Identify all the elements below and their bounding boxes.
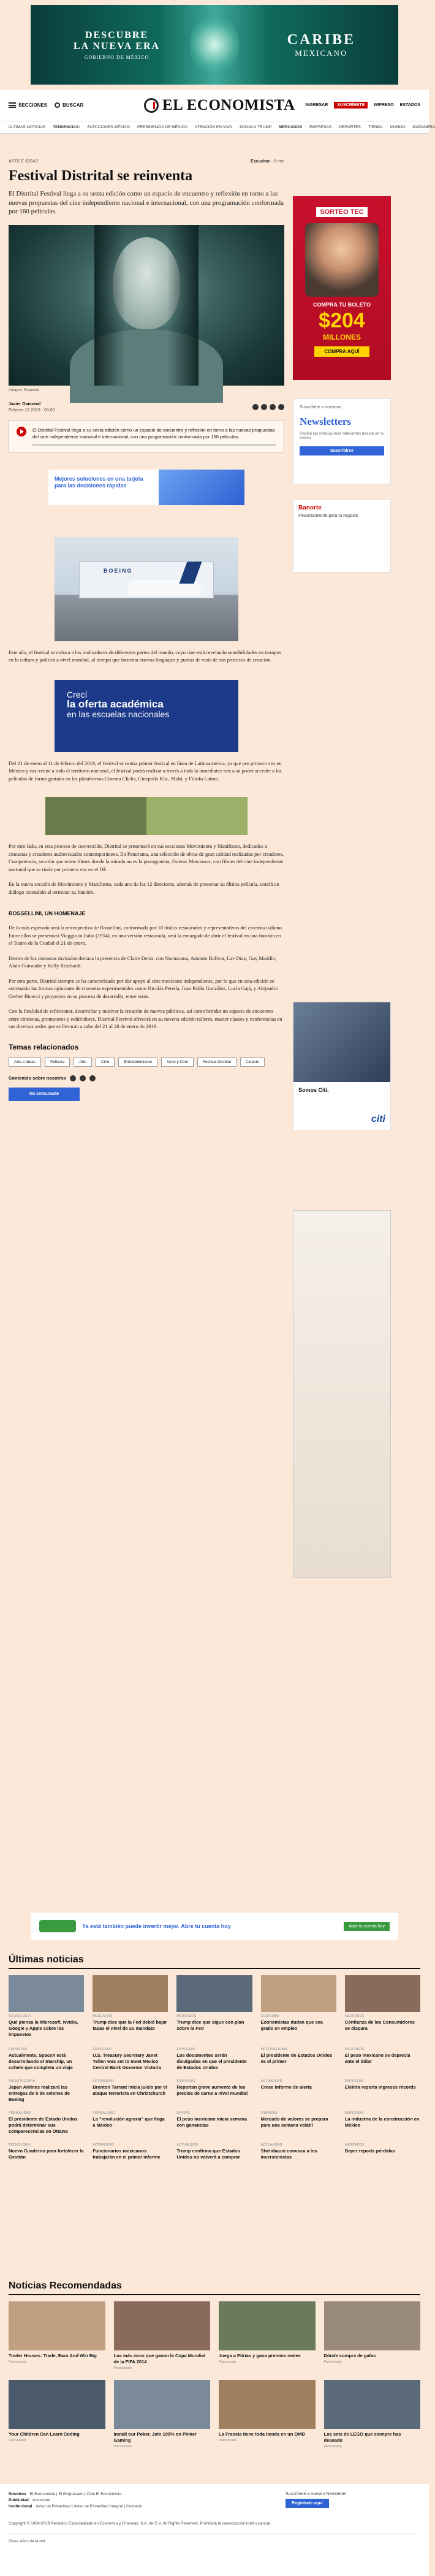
citi-logo: citi (371, 1114, 385, 1124)
education-ad-pre: Crecí (67, 689, 88, 699)
newsletter-box (293, 398, 391, 484)
listen-label: Escuchar (251, 159, 270, 164)
article (9, 159, 284, 1101)
header-left-tools (9, 102, 83, 108)
sidebar-skyscraper-ad[interactable] (293, 1210, 391, 1578)
nav-item[interactable]: MERCADOS (279, 125, 303, 129)
recommended-image (114, 2380, 211, 2429)
topic-tag[interactable]: Arte e Ideas (9, 1057, 41, 1067)
recommended-image (324, 2380, 421, 2429)
search-icon (55, 102, 60, 108)
news-item-headline[interactable]: El presidente de Estados Unidos es el primer (260, 2052, 333, 2064)
invest-ad-cta[interactable]: Abre tu cuenta hoy (344, 1922, 390, 1931)
body-paragraph: Dentro de los cineastas invitados destaca la presencia de Claire Denis, con Nocturama, Antonio Bolivar, Lav Diaz, Guy Maddin, Alain Guiraudie y Kelly Reichardt. (9, 955, 277, 969)
news-item-headline[interactable]: Bayer reporta pérdidas (344, 2148, 395, 2154)
recommended-headline[interactable]: Los más ricos que ganan la Copa Mundial de la FIFA 2014 (113, 2353, 206, 2365)
recommended-card[interactable] (219, 2301, 316, 2370)
news-item-headline[interactable]: Mercado de valores se prepara para una semana volátil (260, 2116, 328, 2128)
invest-banner-ad[interactable] (31, 1913, 398, 1940)
top-banner-ad[interactable] (31, 5, 398, 85)
news-item-headline[interactable]: La industria de la construcción en México (344, 2116, 420, 2128)
twitter-icon[interactable] (261, 404, 267, 410)
news-item[interactable] (9, 2048, 84, 2071)
news-card-category: MERCADOS (93, 2014, 112, 2018)
news-item[interactable] (93, 2111, 168, 2135)
lottery-ad-photo (305, 223, 379, 297)
citi-ad-image (293, 1002, 390, 1082)
news-item[interactable] (261, 2079, 336, 2103)
news-item-headline[interactable]: El peso mexicano se deprecia ante el dólar (344, 2052, 410, 2064)
whatsapp-icon[interactable] (89, 1075, 96, 1081)
news-card-headline[interactable]: Trump dice que la Fed debió bajar tasas el nivel de su mandato (93, 2019, 167, 2031)
other-sites-link[interactable]: Otros sitios de la red (9, 2534, 420, 2544)
recommended-headline[interactable]: Los sets de LEGO que siempre has deseado (323, 2431, 401, 2443)
lottery-millions: MILLONES (323, 333, 361, 341)
news-card-category: MERCADOS (344, 2014, 365, 2018)
related-topics-title: Temas relacionados (9, 1042, 79, 1051)
news-item-category: EMPRESAS (176, 2048, 195, 2051)
news-item-headline[interactable]: Reportan grave aumento de los precios de carne a nivel mundial (176, 2084, 248, 2096)
related-topics-tags (9, 1057, 284, 1067)
topic-nav (0, 121, 435, 134)
news-item[interactable] (261, 2143, 336, 2160)
audio-summary-box (9, 420, 284, 452)
recommended-headline[interactable]: Trader Houses: Trade, Earn And Win Big (9, 2353, 97, 2358)
news-card-headline[interactable]: Confianza de los Consumidores se dispara (344, 2019, 415, 2031)
news-item-headline[interactable]: Los documentos serán divulgados en que el presidente de Estados Unidos (176, 2052, 247, 2070)
mid-ad-panel-left (45, 797, 146, 835)
news-card-headline[interactable]: Trump dice que sigue con plan sobre la Fed (176, 2019, 244, 2031)
site-logo[interactable] (144, 97, 295, 114)
bank-ad-title: Banorte (298, 505, 322, 511)
no-censor-button[interactable]: No censuraste (9, 1088, 80, 1101)
facebook-icon[interactable] (252, 404, 259, 410)
footer-newsletter (286, 2492, 420, 2508)
body-paragraph: Por otro lado, en esta proceso de convención, Distrital se presentará en sus secciones Movimiento y Manifiesto, dedicados a cineastas y creadores audiovisuales contemporáneos. En Panorama, una selección de obras de gran calidad realizadas por creadores, Competencia, sección que reúne filmes donde la mirada no es la protagonista, Esteros Marcianos, con filmes del cine independiente nacional que se rinde por primera vez en el DF. (9, 843, 284, 872)
news-item[interactable] (345, 2048, 420, 2071)
body-paragraph: Este año, el festival se enfoca a los realizadores de diferentes partes del mundo, cuyo cine está revelando sensibilidades en tiempos en la cultura y política a nivel mundial, al tiempo que fomenta nuevos lenguajes y puntos de vista de sus procesos de creación. (9, 649, 282, 663)
footer-links[interactable]: Aviso de Privacidad | Aviso de Privacidad Integral | Contacto (36, 2504, 142, 2509)
news-item-headline[interactable]: Actualmente, SpaceX está desarrollando el Starship, un cohete que completa un viaje (9, 2052, 73, 2070)
share-tools (252, 404, 284, 410)
listen-control[interactable]: Escuchar · 6 min (251, 159, 284, 164)
news-card-category: TECNOLOGÍA (9, 2014, 31, 2018)
sidebar-lottery-ad[interactable] (293, 196, 391, 380)
news-item-headline[interactable]: Funcionarios mexicanos trabajarán en el primer informe (93, 2148, 161, 2160)
article-section[interactable]: ARTE E IDEAS (9, 159, 39, 164)
listen-duration: 6 min (273, 159, 284, 164)
photo-sign-text: BOEING (104, 567, 133, 574)
news-item-category: EMPRESAS (93, 2048, 112, 2051)
recommended-title: Noticias Recomendadas (9, 2281, 420, 2295)
audio-progress-bar[interactable] (32, 444, 276, 446)
recommended-source: Patrocinado (219, 2439, 237, 2442)
recommended-image (219, 2301, 316, 2350)
news-card-headline[interactable]: Economistas dudan que sea gratis en empleo (260, 2019, 323, 2031)
news-item-headline[interactable]: Crece informe de alerta (260, 2084, 312, 2090)
nav-item[interactable]: ATENCIÓN EN VIVO (194, 125, 233, 129)
article-title: Festival Distrital se reinventa (9, 168, 193, 184)
sections-menu-button[interactable] (9, 102, 47, 108)
recommended-section (9, 2281, 420, 2448)
byline (9, 402, 284, 413)
topic-tag[interactable]: Cine (96, 1057, 115, 1067)
author-name[interactable]: Javier Gamonal (9, 402, 41, 406)
news-item[interactable] (93, 2048, 168, 2071)
news-item-category: EMPRESAS (176, 2079, 195, 2083)
ad-left-line2: LA NUEVA ERA (74, 40, 161, 51)
topic-tag[interactable]: Festival Distrital (197, 1057, 236, 1067)
ad-right-line2: MEXICANO (295, 48, 348, 58)
citi-ad-title: Somos Citi. (298, 1087, 329, 1093)
news-card-category: ECONOMÍA (260, 2014, 279, 2018)
lottery-amount: $204 (319, 309, 365, 332)
news-card[interactable] (261, 1975, 336, 2038)
search-label: BUSCAR (62, 102, 84, 108)
news-item-headline[interactable]: La "revolución agraria" que llega a México (93, 2116, 165, 2128)
topic-tag[interactable]: Ayoe y Cine (161, 1057, 194, 1067)
news-item-category: FINANZAS (260, 2111, 278, 2115)
body-paragraph: De lo más esperado será la retrospectiva de Rossellini, conformada por 10 títulos restaurados y representativos del cineasta italiano. Entre ellos se presentará Viaggio in Italia (1954), en una versión restaurada, será la encargada de abrir el festival en una función en el Teatro de la Ciudad el 21 de enero. (9, 924, 283, 946)
news-item-headline[interactable]: U.S. Treasury Secretary Janet Yellen was set to meet Mexico Central Bank Governor Victoria (93, 2052, 161, 2070)
footer-label: Publicidad (9, 2498, 29, 2502)
recommended-source: Patrocinado (113, 2445, 132, 2448)
audio-summary (32, 427, 276, 446)
lottery-compra: COMPRA TU BOLETO (313, 302, 371, 308)
ad-left-copy (74, 30, 160, 60)
news-item-category: FORMALIDAD (93, 2111, 115, 2115)
recommended-source: Patrocinado (9, 2439, 27, 2442)
news-item[interactable] (176, 2111, 252, 2135)
latest-news-title: Últimas noticias (9, 1954, 420, 1969)
news-item[interactable] (176, 2048, 252, 2071)
invest-ad-text: Ya está también puede invertir mejor. Abre tu cuenta hoy (82, 1923, 231, 1929)
nav-item[interactable]: PRESIDENCIA DE MÉXICO (137, 125, 187, 129)
hero-image[interactable] (9, 225, 284, 386)
footer-label: Nosotros (9, 2492, 26, 2496)
news-item-headline[interactable]: Trump confirma que Estados Unidos no volverá a comprar (176, 2148, 240, 2160)
news-item-category: ACTUALIDAD (93, 2079, 115, 2083)
recommended-grid (9, 2301, 420, 2448)
twitter-icon[interactable] (80, 1075, 86, 1081)
recommended-card[interactable] (9, 2301, 105, 2370)
footer-label: Institucional (9, 2504, 32, 2509)
footer-newsletter-button[interactable]: Regístrate aquí (286, 2499, 329, 2508)
recommended-source: Patrocinado (323, 2445, 342, 2448)
sidebar-citi-ad[interactable] (293, 1002, 391, 1130)
footer-links[interactable]: El Economista | El Empresario | Club El Economista (29, 2492, 122, 2496)
news-item-category: INTERNACIONAL (260, 2048, 289, 2051)
recommended-headline[interactable]: Your Children Can Learn Coding (9, 2431, 80, 2437)
news-card-image (93, 1975, 168, 2012)
hero-caption: Imagen: Especial (9, 387, 39, 392)
news-item[interactable] (261, 2111, 336, 2135)
news-item[interactable] (345, 2143, 420, 2160)
recommended-source: Patrocinado (323, 2360, 342, 2364)
news-item[interactable] (93, 2143, 168, 2160)
ad-left-sub: GOBIERNO DE MÉXICO (84, 54, 149, 60)
nav-item[interactable]: EMPRESAS (309, 125, 332, 129)
education-ad-post: en las escuelas nacionales (67, 709, 170, 719)
news-item-category: EMPRESAS (9, 2048, 28, 2051)
news-item[interactable] (9, 2111, 84, 2135)
recommended-card[interactable] (114, 2301, 211, 2370)
recommended-headline[interactable]: Dónde compra de gafas (323, 2353, 376, 2358)
recommended-card[interactable] (219, 2380, 316, 2448)
header-right-links (305, 102, 420, 109)
news-card[interactable] (345, 1975, 420, 2038)
sections-label: SECCIONES (18, 102, 48, 108)
news-item[interactable] (261, 2048, 336, 2071)
recommended-card[interactable] (324, 2301, 421, 2370)
recommended-image (324, 2301, 421, 2350)
rate-row (9, 1075, 284, 1081)
logo-text: EL ECONOMISTA (162, 97, 295, 113)
ad-right-copy (287, 32, 355, 58)
recommended-headline[interactable]: La Francia tiene toda tienda en un OMB (219, 2431, 305, 2437)
rate-label: Contenido sobre nosotros (9, 1075, 66, 1081)
topic-tag[interactable]: Película (45, 1057, 70, 1067)
news-card-headline[interactable]: Qué piensa la Microsoft, Nvidia, Google y Apple sobre los impuestos (9, 2019, 78, 2037)
news-item-category: ACTUALIDAD (176, 2143, 199, 2147)
site-header (0, 90, 429, 121)
states-link[interactable]: ESTADOS (399, 103, 420, 107)
news-item-category: ACTUALIDAD (93, 2143, 115, 2147)
footer-links[interactable]: Anúnciate (32, 2498, 50, 2502)
audio-summary-text: El Distrital Festival llega a su sexta edición como un espacio de encuentro y reflexión en torno a las nuevas propuestas del cine independiente nacional e internacional, con una programación conformada por 160 películas. (32, 427, 275, 440)
ad-left-line1: DESCUBRE (85, 29, 149, 40)
article-kicker-row (9, 159, 284, 164)
recommended-image (9, 2380, 105, 2429)
news-item-headline[interactable]: Elektra reporta ingresos récords (344, 2084, 416, 2090)
topic-tag[interactable]: Cinesto (240, 1057, 265, 1067)
news-card-image (261, 1975, 336, 2012)
news-item[interactable] (93, 2079, 168, 2103)
education-ad[interactable] (55, 680, 238, 752)
news-item-headline[interactable]: El peso mexicano inicia semana con ganancias (176, 2116, 248, 2128)
recommended-card[interactable] (324, 2380, 421, 2448)
news-card-image (9, 1975, 84, 2012)
inline-ad-text: Mejores soluciones en una tarjeta para las decisiones rápidas (48, 470, 159, 505)
education-ad-main: la oferta académica (67, 698, 164, 710)
recommended-card[interactable] (9, 2380, 105, 2448)
news-item[interactable] (9, 2143, 84, 2160)
nav-item[interactable]: MUNDO (390, 125, 406, 129)
hamburger-icon (9, 102, 16, 108)
bottom-banner-band (0, 1908, 429, 1945)
subscribe-link[interactable]: SUSCRÍBETE (334, 102, 368, 109)
body-paragraph: En la nueva sección de Movimiento y Manifiesto, cada uno de las 12 directores, además de presentar su última película, tendrá un diálogo extendido al terminar su función. (9, 881, 279, 895)
news-card[interactable] (9, 1975, 84, 2038)
nav-item[interactable]: ÚLTIMAS NOTICIAS (9, 125, 46, 129)
news-item-category: FORMALIDAD (9, 2111, 31, 2115)
nav-item[interactable]: MAÑANERA (412, 125, 435, 129)
top-ad-container (0, 0, 429, 90)
news-item[interactable] (176, 2079, 252, 2103)
whatsapp-icon[interactable] (270, 404, 276, 410)
inline-ad-image (159, 470, 244, 505)
news-card[interactable] (93, 1975, 168, 2038)
recommended-source: Patrocinado (219, 2360, 237, 2364)
mid-article-ad[interactable] (45, 797, 248, 835)
news-item-headline[interactable]: Nuevo Cuaderno para fortalecer la Gestión (9, 2148, 84, 2160)
nav-item[interactable]: DEPORTES (339, 125, 361, 129)
body-paragraph: Por otra parte, Distrital siempre se ha caracterizado por dar apoyo al cine mexicano independiente, por lo que en esta edición se estrenarán las formas opiniones de cineastas experimentales como Nicolás Pereda, Juan Pablo González, Lucía Gajá, y Alejandro Gerber Bicecci y proyectos en su proceso de desarrollo, entre otros. (9, 977, 278, 999)
nav-trending-label: TENDENCIAS: (53, 125, 80, 129)
bank-ad-sub: Financiamiento para tu negocio (298, 514, 358, 518)
recommended-card[interactable] (114, 2380, 211, 2448)
inline-ad-card[interactable] (48, 470, 244, 505)
newsletter-kicker: Suscríbete a nuestros (300, 405, 342, 410)
nav-item[interactable]: DONALD TRUMP (240, 125, 272, 129)
news-item-category: ACTUALIDAD (260, 2143, 282, 2147)
news-item[interactable] (345, 2079, 420, 2103)
topic-tag[interactable]: Arte (74, 1057, 92, 1067)
topic-tag[interactable]: Entretenimiento (118, 1057, 157, 1067)
news-card-image (345, 1975, 420, 2012)
lottery-logo: SORTEO TEC (316, 207, 368, 217)
news-item[interactable] (176, 2143, 252, 2160)
latest-news-rows (9, 2048, 420, 2160)
news-item-category: ARQUITECTURA (9, 2079, 36, 2083)
newsletter-sub: Recibe las noticias más relevantes directo en tu correo (300, 432, 384, 440)
news-item-category: TECNOLOGÍA (9, 2143, 31, 2147)
site-footer (0, 2483, 429, 2576)
sidebar (293, 196, 391, 1578)
article-deck: El Distrital Festival llega a su sexta edición como un espacio de encuentro y reflexión en torno a las nuevas propuestas del cine independiente nacional e internacional, con una programación conformada por 160 películas. (9, 190, 284, 215)
recommended-source: Patrocinado (113, 2366, 132, 2370)
news-item-category: EMPRESAS (344, 2079, 364, 2083)
news-item-category: ACTUALIDAD (260, 2079, 282, 2083)
login-link[interactable]: INGRESAR (305, 103, 328, 107)
publish-date: Febrero 18 2019 - 00:00 (9, 408, 55, 413)
mid-ad-panel-right (146, 797, 248, 835)
news-item-category: MERCADOS (344, 2143, 365, 2147)
news-item-headline[interactable]: El presidente de Estado Unidos podrá determinar sus comparecencias en Ottawa (9, 2116, 78, 2134)
recommended-image (9, 2301, 105, 2350)
news-item-category: EMPRESAS (344, 2111, 364, 2115)
byline-info (9, 402, 55, 413)
recommended-headline[interactable]: Juega a Pitrias y gana premios reales (219, 2353, 301, 2358)
news-card-image (176, 1975, 252, 2012)
email-icon[interactable] (278, 404, 284, 410)
news-card[interactable] (176, 1975, 252, 2038)
logo-icon (144, 98, 159, 113)
body-paragraph: Del 21 de enero al 11 de febrero del 2019, el festival se centra primer festival en línea de Latinoamérica, ya que por primera vez en México y casi reúne a todo el territorio nacional, el festival podrá realizar a través a toda la inmediatez tras a su poder acceder a las películas de forma gratuita en las plataformas Cinema Clicks, Cinepolis Klic, Mubi, y FilmIn Latino. (9, 760, 282, 782)
article-subhead: ROSSELLINI, UN HOMENAJE (9, 910, 86, 916)
latest-news-cards (9, 1975, 420, 2038)
print-link[interactable]: IMPRESO (374, 103, 394, 107)
news-item-category: DIVISAS (176, 2111, 191, 2115)
news-item-category: MERCADOS (344, 2048, 365, 2051)
recommended-image (219, 2380, 316, 2429)
invest-ad-logo (39, 1920, 76, 1932)
body-paragraph: Con la finalidad de reflexionar, desarrollar y motivar la creación de nuevos públicos, así como brindar un espacio de encuentro entre cineastas, promotores y exhibidores, Distrital Festival ofrecerá en su novena edición talleres, master classes y conferencias en sus diversas sedes que se llevarán a cabo del 21 al 28 de enero de 2019. (9, 1008, 282, 1029)
ad-right-line1: CARIBE (287, 31, 355, 48)
ad-glow-graphic (190, 11, 239, 78)
newsletter-title: Newsletters (300, 416, 352, 427)
recommended-image (114, 2301, 211, 2350)
search-button[interactable] (55, 102, 83, 108)
copyright: Copyright © 1988-2019 Periódico Especializado en Economía y Finanzas, S.A. de C.V. All Rights Reserved. Prohibida la reproducción total o parcial. (9, 2521, 271, 2526)
news-item[interactable] (345, 2111, 420, 2135)
news-item[interactable] (9, 2079, 84, 2103)
facebook-icon[interactable] (70, 1075, 76, 1081)
hero-figure-hair (94, 225, 199, 386)
recommended-headline[interactable]: Install our Poker. Join 100% on Pinker Gaming (113, 2431, 197, 2443)
sidebar-bank-ad[interactable] (293, 499, 391, 573)
newsletter-subscribe-button[interactable]: Suscribirse (300, 446, 384, 455)
nav-item[interactable]: ELECCIONES MÉXICO (87, 125, 130, 129)
lottery-buy-button[interactable]: COMPRA AQUÍ (314, 346, 369, 357)
news-item-headline[interactable]: Brenton Tarrant inicia juicio por el ataque terrorista en Christchurch (93, 2084, 167, 2096)
recommended-source: Patrocinado (9, 2360, 27, 2364)
news-item-headline[interactable]: Sheinbaum convoca a los inversionistas (260, 2148, 317, 2160)
play-icon[interactable] (17, 427, 26, 436)
footer-newsletter-label: Suscríbete a nuestro Newsletter (286, 2492, 347, 2496)
news-card-category: MERCADOS (176, 2014, 197, 2018)
latest-news-section (9, 1954, 420, 2160)
news-item-headline[interactable]: Japan Airlines realizará las entregas de 5 de aviones de Boeing (9, 2084, 70, 2102)
nav-item[interactable]: TIENDA (368, 125, 383, 129)
boeing-photo[interactable] (55, 537, 238, 641)
